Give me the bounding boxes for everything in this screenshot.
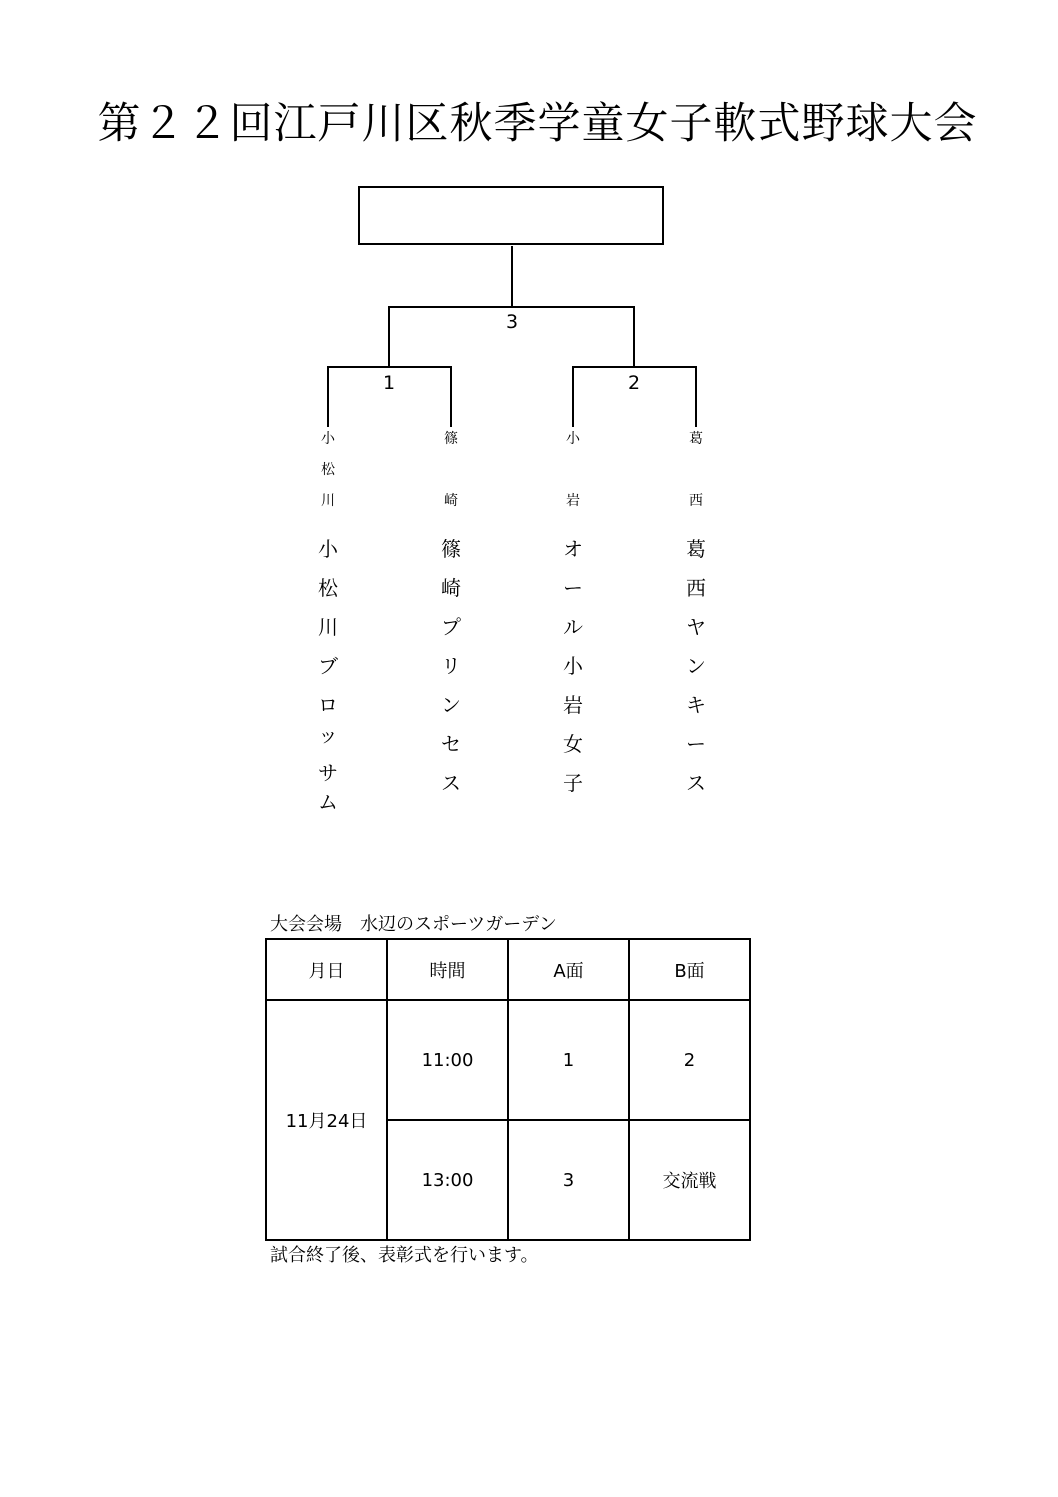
team-char: 西	[689, 493, 703, 509]
team-4-short-name	[676, 424, 716, 517]
team-char: 女	[563, 732, 583, 756]
team-char: リ	[441, 654, 461, 678]
team-char: 川	[321, 493, 335, 509]
team-char: ッ	[318, 723, 338, 747]
team-char: 葛	[686, 537, 706, 561]
team-char: 篠	[444, 431, 458, 447]
team-char: 崎	[441, 576, 461, 600]
court-a-cell: 1	[508, 1000, 629, 1120]
team-char: 子	[563, 771, 583, 795]
team-char: ス	[686, 771, 706, 795]
team-char: オ	[563, 537, 583, 561]
team-char: キ	[686, 693, 706, 717]
team-char: 篠	[441, 537, 461, 561]
team-char: セ	[441, 732, 461, 756]
team-2-short-name	[431, 424, 471, 517]
team-char: 小	[321, 431, 335, 447]
tournament-bracket	[0, 0, 1058, 440]
team-char: ヤ	[686, 615, 706, 639]
team-1-short-name	[308, 424, 348, 517]
team-char: ン	[686, 654, 706, 678]
court-b-cell: 交流戦	[629, 1120, 750, 1240]
team-char: 崎	[444, 493, 458, 509]
table-row	[266, 1000, 750, 1120]
table-header: 時間	[387, 939, 508, 1000]
table-header: A面	[508, 939, 629, 1000]
team-3-full-name	[553, 530, 593, 803]
court-a-cell: 3	[508, 1120, 629, 1240]
team-4-full-name	[676, 530, 716, 803]
team-char: 川	[318, 615, 338, 639]
venue-label: 大会会場 水辺のスポーツガーデン	[270, 914, 557, 935]
match-number-2: 2	[627, 372, 641, 394]
team-char: 小	[318, 537, 338, 561]
team-char: サ	[318, 761, 338, 785]
team-char	[431, 455, 471, 486]
team-char: ー	[686, 732, 706, 756]
team-3-short-name	[553, 424, 593, 517]
team-char: ル	[563, 615, 583, 639]
team-char: 岩	[563, 693, 583, 717]
table-header-row	[266, 939, 750, 1000]
ceremony-note: 試合終了後、表彰式を行います。	[270, 1245, 539, 1266]
team-char: ー	[563, 576, 583, 600]
time-cell: 13:00	[387, 1120, 508, 1240]
team-char: 岩	[566, 493, 580, 509]
court-b-cell: 2	[629, 1000, 750, 1120]
team-char: 西	[686, 576, 706, 600]
team-char: 松	[321, 462, 335, 478]
table-header: 月日	[266, 939, 387, 1000]
team-char: ム	[318, 790, 338, 814]
match-number-3: 3	[505, 311, 519, 333]
team-char: ス	[441, 771, 461, 795]
time-cell: 11:00	[387, 1000, 508, 1120]
team-char: プ	[441, 615, 461, 639]
team-char: 松	[318, 576, 338, 600]
team-char: 葛	[689, 431, 703, 447]
match-number-1: 1	[382, 372, 396, 394]
team-2-full-name	[431, 530, 471, 803]
team-char: 小	[563, 654, 583, 678]
date-cell: 11月24日	[266, 1000, 387, 1240]
page-title: 第２２回江戸川区秋季学童女子軟式野球大会	[97, 99, 978, 149]
schedule-table	[265, 938, 751, 1241]
team-char: ブ	[318, 654, 338, 678]
team-1-full-name	[308, 530, 348, 822]
team-char: 小	[566, 431, 580, 447]
team-char	[553, 455, 593, 486]
team-char: ロ	[318, 693, 338, 717]
table-header: B面	[629, 939, 750, 1000]
team-char	[676, 455, 716, 486]
team-char: ン	[441, 693, 461, 717]
